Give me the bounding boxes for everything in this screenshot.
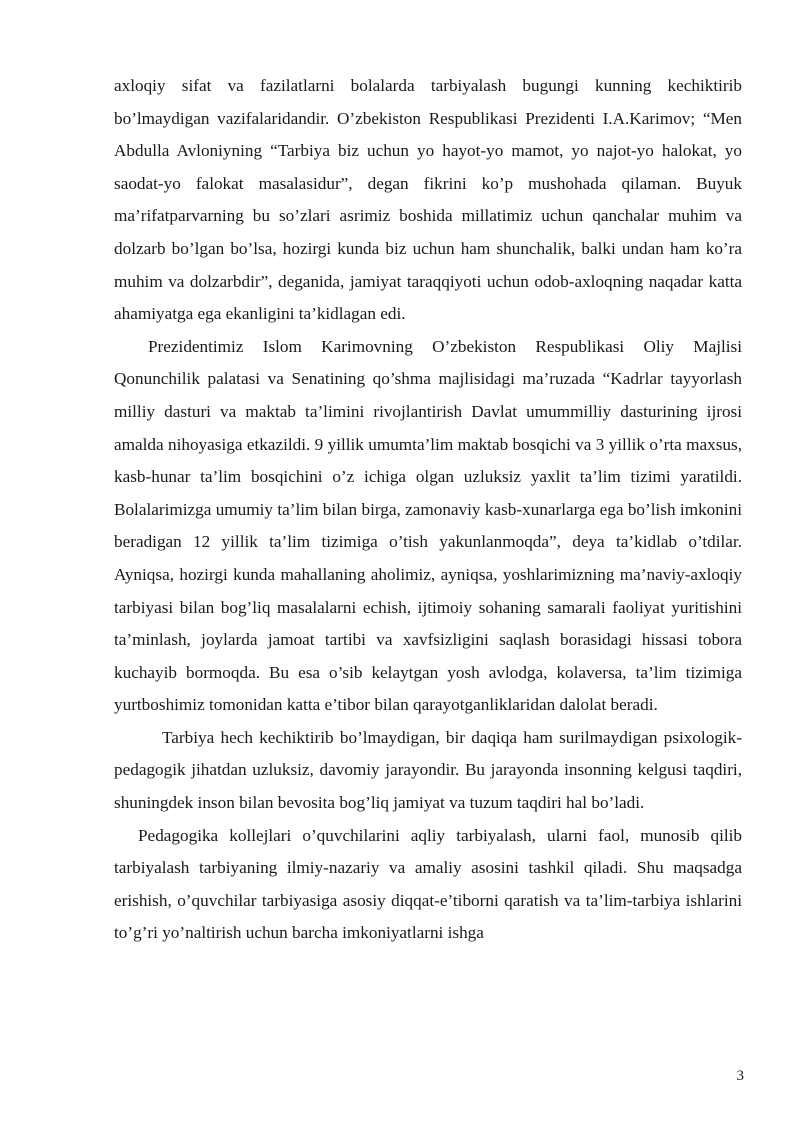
paragraph-3: Tarbiya hech kechiktirib bo’lmaydigan, bir daqiqa ham surilmaydigan psixologik-pedagogik jihatdan uzluksiz, davomiy jarayondir. Bu jarayonda insonning kelgusi taqdiri, shuningdek inson bilan bevosita bog’liq jamiyat va tuzum taqdiri hal bo’ladi. [114, 727, 742, 813]
document-page [114, 70, 742, 950]
paragraph-2: Prezidentimiz Islom Karimovning O’zbekiston Respublikasi Oliy Majlisi Qonunchilik palatasi va Senatining qo’shma majlisidagi ma’ruzada “Kadrlar tayyorlash milliy dasturi va maktab ta’limini rivojlantirish Davlat umummilliy dasturining ijrosi amalda nihoyasiga etkazildi. 9 yillik umumta’lim maktab bosqichi va 3 yillik o’rta maxsus, kasb-hunar ta’lim bosqichini o’z ichiga olgan uzluksiz yaxlit ta’lim tizimi yaratildi. Bolalarimizga umumiy ta’lim bilan birga, zamonaviy kasb-xunarlarga ega bo’lish imkonini beradigan 12 yillik ta’lim tizimiga o’tish yakunlanmoqda”, deya ta’kidlab o’tdilar. Ayniqsa, hozirgi kunda mahallaning aholimiz, ayniqsa, yoshlarimizning ma’naviy-axloqiy tarbiyasi bilan bog’liq masalalarni echish, ijtimoiy sohaning samarali faoliyat yuritishini ta’minlash, joylarda jamoat tartibi va xavfsizligini saqlash borasidagi hissasi tobora kuchayib bormoqda. Bu esa o’sib kelaytgan yosh avlodga, kolaversa, ta’lim tizimiga yurtboshimiz tomonidan katta e’tibor bilan qarayotganliklaridan dalolat beradi. [114, 336, 742, 715]
page-number: 3 [736, 1068, 744, 1084]
paragraph-1: axloqiy sifat va fazilatlarni bolalarda tarbiyalash bugungi kunning kechiktirib bo’lmaydigan vazifalaridandir. O’zbekiston Respublikasi Prezidenti I.A.Karimov; “Men Abdulla Avloniyning “Tarbiya biz uchun yo hayot-yo mamot, yo najot-yo halokat, yo saodat-yo falokat masalasidur”, degan fikrini ko’p mushohada qilaman. Buyuk ma’rifatparvarning bu so’zlari asrimiz boshida millatimiz uchun qanchalar muhim va dolzarb bo’lgan bo’lsa, hozirgi kunda biz uchun ham shunchalik, balki undan ham ko’ra muhim va dolzarbdir”, deganida, jamiyat taraqqiyoti uchun odob-axloqning naqadar katta ahamiyatga ega ekanligini ta’kidlagan edi. [114, 76, 742, 324]
paragraph-4: Pedagogika kollejlari o’quvchilarini aqliy tarbiyalash, ularni faol, munosib qilib tarbiyalash tarbiyaning ilmiy-nazariy va amaliy asosini tashkil qiladi. Shu maqsadga erishish, o’quvchilar tarbiyasiga asosiy diqqat-e’tiborni qaratish va ta’lim-tarbiya ishlarini to’g’ri yo’naltirish uchun barcha imkoniyatlarni ishga [114, 825, 742, 943]
